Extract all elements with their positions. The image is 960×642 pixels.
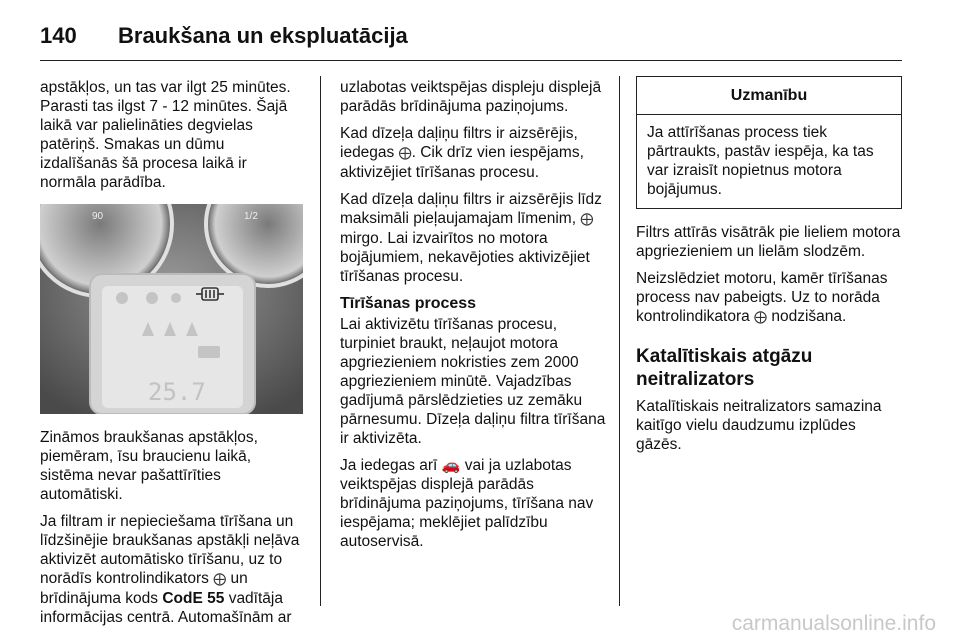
header-rule bbox=[40, 60, 902, 61]
text-run: . Cik drīz vien iespējams, aktivizējiet tīrīšanas procesu. bbox=[340, 144, 584, 181]
dpf-icon: ⨁ bbox=[398, 146, 412, 161]
text-run: Kad dīzeļa daļiņu filtrs ir aizsērējis līdz maksimāli pieļaujamajam līmenim, bbox=[340, 191, 602, 227]
caution-body: Ja attīrīšanas process tiek pārtraukts, pastāv iespēja, ka tas var izraisīt nopietnus motora bojājumus. bbox=[647, 124, 874, 198]
paragraph bbox=[40, 512, 304, 627]
page-header bbox=[40, 16, 408, 56]
chapter-title: Braukšana un ekspluatācija bbox=[118, 23, 408, 48]
paragraph: Filtrs attīrās visātrāk pie lieliem motora apgriezieniem un lielām slodzēm. bbox=[636, 224, 901, 260]
column-3 bbox=[636, 78, 902, 462]
text-run: mirgo. Lai izvairītos no motora bojājumiem, nekavējoties aktivizējiet tīrīšanas procesu. bbox=[340, 230, 590, 285]
caution-box bbox=[636, 76, 902, 209]
watermark: carmanualsonline.info bbox=[731, 612, 936, 635]
text-run: Ja filtram ir nepieciešama tīrīšana un līdzšinējie braukšanas apstākļi neļāva aktivizēt automātisko tīrīšanu, uz to norādīs kontrolindikators bbox=[40, 513, 300, 587]
column-1 bbox=[40, 78, 304, 635]
column-divider bbox=[619, 76, 620, 606]
display-readout: 25.7 bbox=[148, 378, 206, 406]
gauge-label-left: 90 bbox=[92, 211, 104, 222]
paragraph bbox=[636, 269, 902, 327]
dpf-icon: ⨁ bbox=[213, 572, 227, 587]
column-2 bbox=[340, 78, 606, 559]
section-heading: Katalītiskais atgāzu neitralizators bbox=[636, 346, 813, 390]
caution-title: Uzmanību bbox=[637, 77, 901, 115]
page-number: 140 bbox=[40, 23, 77, 48]
gauge-label-right: 1/2 bbox=[244, 211, 258, 222]
paragraph bbox=[340, 124, 606, 182]
text-run: Neizslēdziet motoru, kamēr tīrīšanas process nav pabeigts. Uz to norāda kontrolindikatora bbox=[636, 270, 888, 325]
text-run: vadītāja informācijas centrā. Automašīnām ar bbox=[40, 590, 292, 626]
text-run: un brīdinājuma kods bbox=[40, 570, 248, 607]
text-run: vai ja uzlabotas veiktspējas displejā parādās brīdinājuma paziņojums, tīrīšana nav iespējama; meklējiet palīdzību autoservisā. bbox=[340, 457, 594, 550]
paragraph bbox=[340, 190, 606, 286]
text-run: Ja iedegas arī bbox=[340, 457, 438, 474]
dpf-icon: ⨁ bbox=[754, 310, 768, 325]
paragraph: Lai aktivizētu tīrīšanas procesu, turpiniet braukt, neļaujot motora apgriezieniem nokristies zem 2000 apgriezieniem minūtē. Vajadzības gadījumā pārslēdzieties uz zemāku pārnesumu. Dīzeļa daļiņu filtra tīrīšana ir aktivizēta. bbox=[340, 316, 606, 447]
text-run: Kad dīzeļa daļiņu filtrs ir aizsērējis, iedegas bbox=[340, 125, 578, 161]
instrument-cluster-figure bbox=[40, 204, 303, 414]
paragraph bbox=[340, 456, 606, 551]
paragraph: uzlabotas veiktspējas displeju displejā parādās brīdinājuma paziņojums. bbox=[340, 79, 602, 115]
paragraph: Zināmos braukšanas apstākļos, piemēram, īsu braucienu laikā, sistēma nevar pašattīrīties automātiski. bbox=[40, 429, 258, 503]
column-divider bbox=[320, 76, 321, 606]
error-code: CodE 55 bbox=[162, 590, 225, 607]
text-run: nodzišana. bbox=[771, 308, 847, 325]
paragraph: apstākļos, un tas var ilgt 25 minūtes. Parasti tas ilgst 7 - 12 minūtes. Šajā laikā var palielināties degvielas patēriņš. Smakas un dūmu izdalīšanās šā procesa laikā ir normāla parādība. bbox=[40, 79, 291, 191]
paragraph: Katalītiskais neitralizators samazina kaitīgo vielu daudzumu izplūdes gāzēs. bbox=[636, 398, 882, 453]
dpf-icon: ⨁ bbox=[580, 212, 594, 227]
service-vehicle-icon: 🚗 bbox=[441, 457, 461, 474]
section-heading: Tīrīšanas process bbox=[340, 295, 477, 312]
